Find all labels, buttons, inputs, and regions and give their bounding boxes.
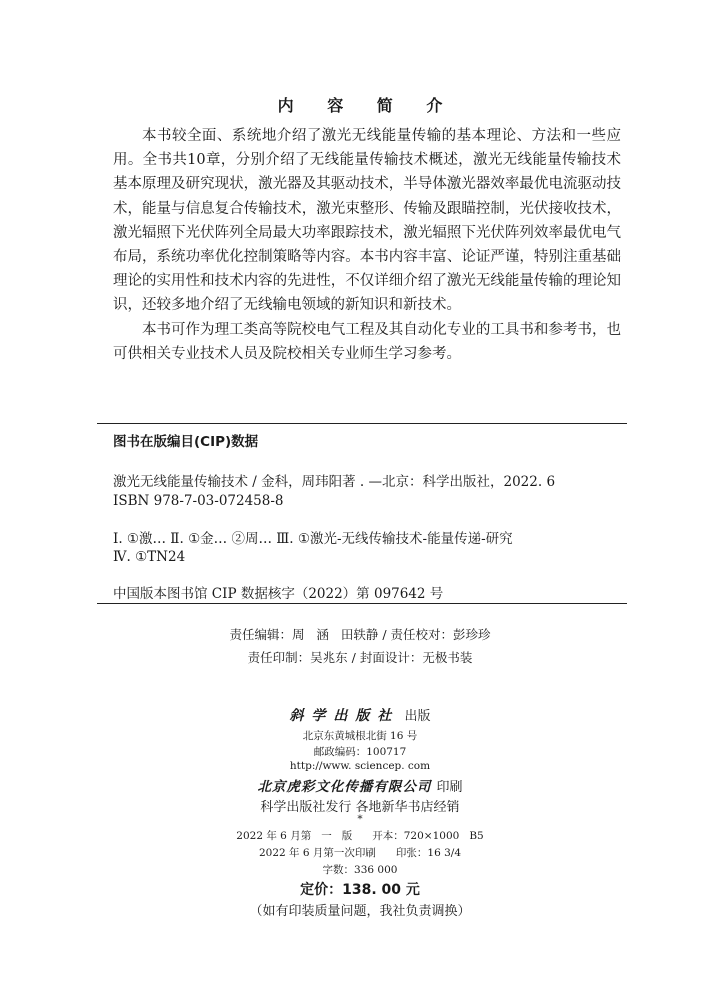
credits-editors: 责任编辑：周 涵 田轶静 / 责任校对：彭珍珍 xyxy=(229,627,491,642)
publisher-name: 斜学出版社 xyxy=(289,708,400,724)
publisher-postcode: 邮政编码：100717 xyxy=(313,746,407,758)
publisher-website: http://www. sciencep. com xyxy=(289,760,431,772)
credits-production: 责任印制：吴兆东 / 封面设计：无极书装 xyxy=(247,650,473,665)
summary-body xyxy=(113,124,621,366)
cip-bottom-rule xyxy=(97,603,627,604)
cip-classification: Ⅳ. ①TN24 xyxy=(113,549,186,565)
separator-asterisk: * xyxy=(357,813,363,825)
word-count: 字数：336 000 xyxy=(322,864,398,876)
quality-notice: （如有印装质量问题，我社负责调换） xyxy=(249,904,471,919)
cip-heading: 图书在版编目(CIP)数据 xyxy=(113,434,259,450)
cip-subjects: Ⅰ. ①激… Ⅱ. ①金… ②周… Ⅲ. ①激光-无线传输技术-能量传递-研究 xyxy=(113,531,513,547)
publisher-address: 北京东黄城根北街 16 号 xyxy=(302,730,418,742)
printer-line xyxy=(0,775,720,795)
printer-suffix: 印刷 xyxy=(436,780,463,795)
cip-isbn: ISBN 978-7-03-072458-8 xyxy=(113,493,284,509)
summary-paragraph-2: 本书可作为理工类高等院校电气工程及其自动化专业的工具书和参考书，也可供相关专业技术人员及院校相关专业师生学习参考。 xyxy=(113,321,621,362)
summary-paragraph-1: 本书较全面、系统地介绍了激光无线能量传输的基本理论、方法和一些应用。全书共10章，分别介绍了无线能量传输技术概述，激光无线能量传输技术基本原理及研究现状，激光器及其驱动技术，半导体激光器效率最优电流驱动技术，能量与信息复合传输技术，激光束整形、传输及跟瞄控制，光伏接收技术，激光辐照下光伏阵列全局最大功率跟踪技术，激光辐照下光伏阵列效率最优电气布局，系统功率优化控制策略等内容。本书内容丰富、论证严谨，特别注重基础理论的实用性和技术内容的先进性，不仅详细介绍了激光无线能量传输的理论知识，还较多地介绍了无线输电领域的新知识和新技术。 xyxy=(113,128,621,314)
printing-line: 2022 年 6 月第一次印刷 印张：16 3/4 xyxy=(258,847,462,859)
cip-library-check: 中国版本图书馆 CIP 数据核字（2022）第 097642 号 xyxy=(113,586,444,602)
printer-name: 北京虎彩文化传播有限公司 xyxy=(257,779,432,795)
edition-line: 2022 年 6 月第 一 版 开本：720×1000 B5 xyxy=(236,830,484,842)
cip-record: 激光无线能量传输技术 / 金科，周玮阳著 . —北京：科学出版社，2022. 6 xyxy=(113,474,556,490)
cip-top-rule xyxy=(97,423,627,424)
summary-title: 内 容 简 介 xyxy=(277,96,457,115)
distribution-line: 科学出版社发行 各地新华书店经销 xyxy=(260,800,460,815)
publisher-suffix: 出版 xyxy=(404,709,431,724)
price: 定价：138. 00 元 xyxy=(300,882,420,898)
publisher-line xyxy=(0,705,720,725)
